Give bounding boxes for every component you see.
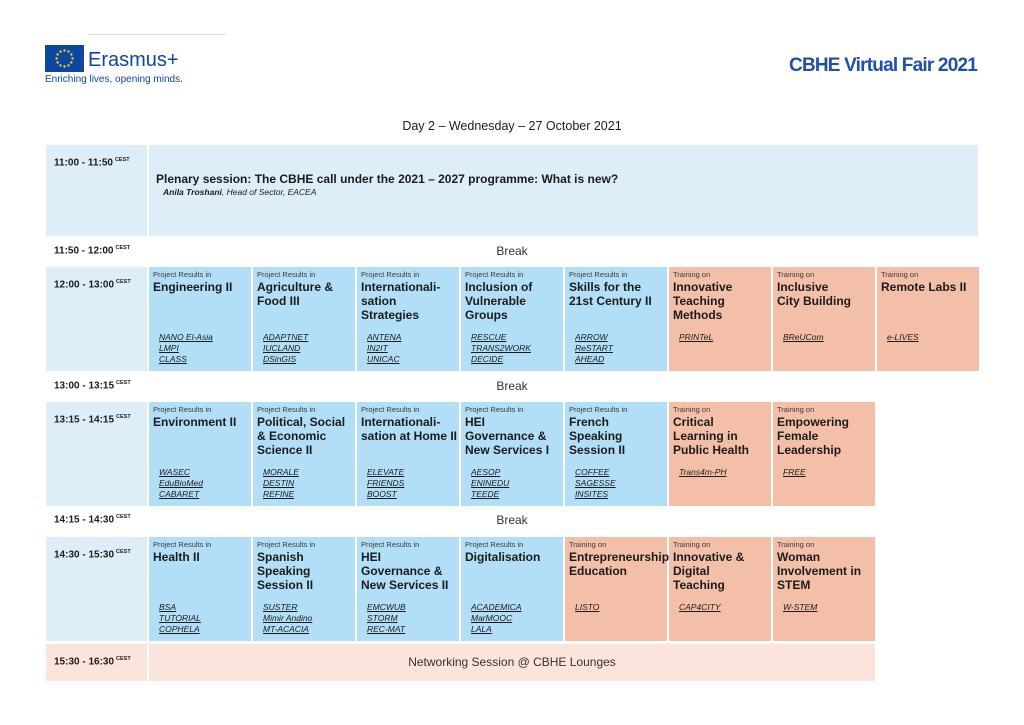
project-link[interactable]: TUTORIAL: [159, 613, 201, 623]
project-list: [367, 602, 406, 635]
project-list: [159, 332, 213, 365]
results-session-card[interactable]: [357, 267, 459, 371]
project-link[interactable]: MarMOOC: [471, 613, 513, 623]
session-title-line: Speaking: [257, 564, 311, 578]
results-session-card[interactable]: [253, 267, 355, 371]
session-title: [777, 415, 875, 457]
training-session-card[interactable]: [773, 402, 875, 506]
session-kicker: Training on: [777, 540, 815, 549]
session-title-line: Engineering II: [153, 280, 233, 294]
project-link[interactable]: CLASS: [159, 354, 187, 364]
session-title: [569, 280, 667, 308]
session-title-line: Governance &: [361, 564, 443, 578]
session-title-line: Empowering: [777, 415, 850, 429]
session-title-line: Internationali-: [361, 280, 441, 294]
project-link[interactable]: Mimir Andino: [263, 613, 313, 623]
erasmus-logo: [45, 45, 185, 90]
project-link[interactable]: FREE: [783, 467, 806, 477]
project-link[interactable]: NANO El-Asia: [159, 332, 213, 342]
event-title: CBHE Virtual Fair 2021: [789, 55, 977, 76]
session-title: [673, 550, 771, 592]
project-link[interactable]: ReSTART: [575, 343, 613, 353]
project-list: [783, 467, 806, 478]
session-title-line: sation at Home II: [361, 429, 458, 443]
session-title-line: Entrepreneurship: [569, 550, 670, 564]
session-title-line: Digital: [673, 564, 710, 578]
session-kicker: Project Results in: [257, 405, 316, 414]
session-title-line: Vulnerable: [465, 294, 526, 308]
session-title-line: Inclusive: [777, 280, 829, 294]
results-session-card[interactable]: [461, 537, 563, 641]
session-title-line: Leadership: [777, 443, 842, 457]
slot-time: [46, 267, 147, 371]
session-title-line: Involvement in: [777, 564, 862, 578]
session-title-line: Remote Labs II: [881, 280, 967, 294]
session-title-line: New Services II: [361, 578, 449, 592]
plenary-session[interactable]: [149, 145, 978, 236]
session-title-line: Innovative: [673, 280, 733, 294]
session-title: [465, 415, 563, 457]
project-list: [471, 467, 509, 500]
project-link[interactable]: LMPI: [159, 343, 179, 353]
plenary-time: [46, 145, 147, 236]
time-label: 15:30 - 16:30: [54, 656, 115, 668]
project-link[interactable]: INSITES: [575, 489, 609, 499]
project-list: [575, 467, 616, 500]
session-title: [361, 280, 459, 322]
project-link[interactable]: SAGESSE: [575, 478, 616, 488]
project-list: [679, 602, 721, 613]
project-list: [263, 602, 312, 635]
project-list: [679, 467, 727, 478]
project-link[interactable]: SUSTER: [263, 602, 298, 612]
plenary-title: Plenary session: The CBHE call under the 2021 – 2027 programme: What is new?: [156, 172, 619, 186]
project-link[interactable]: ACADEMICA: [471, 602, 522, 612]
timezone-label: CEST: [114, 157, 130, 163]
results-session-card[interactable]: [149, 537, 251, 641]
networking-time: [46, 644, 147, 681]
eu-flag-icon: [45, 45, 84, 72]
time-label: 14:30 - 15:30: [54, 549, 115, 561]
time-label: 11:00 - 11:50: [54, 157, 113, 169]
session-title-line: Spanish: [257, 550, 304, 564]
project-link[interactable]: REC-MAT: [367, 624, 406, 634]
timezone-label: CEST: [115, 245, 131, 251]
timezone-label: CEST: [116, 414, 131, 420]
project-link[interactable]: FRIENDS: [367, 478, 405, 488]
project-link[interactable]: CAP4CITY: [679, 602, 721, 612]
session-title-line: Inclusion of: [465, 280, 533, 294]
project-link[interactable]: DSinGIS: [263, 354, 297, 364]
training-session-card[interactable]: [669, 537, 771, 641]
session-title: [153, 415, 251, 429]
logo-tagline: Enriching lives, opening minds.: [45, 74, 183, 85]
session-title-line: Political, Social: [257, 415, 346, 429]
project-list: [367, 332, 401, 365]
timezone-label: CEST: [116, 656, 131, 662]
session-title: [465, 550, 563, 564]
session-title-line: Agriculture &: [257, 280, 334, 294]
plenary-speaker: [156, 187, 978, 197]
project-link[interactable]: W-STEM: [783, 602, 818, 612]
session-kicker: Project Results in: [465, 540, 524, 549]
session-title-line: Environment II: [153, 415, 237, 429]
timezone-label: CEST: [116, 279, 131, 285]
training-session-card[interactable]: [773, 537, 875, 641]
results-session-card[interactable]: [565, 267, 667, 371]
session-kicker: Training on: [777, 405, 815, 414]
speaker-role: , Head of Sector, EACEA: [221, 187, 317, 197]
project-list: [887, 332, 919, 343]
session-kicker: Project Results in: [569, 270, 628, 279]
project-link[interactable]: ARROW: [575, 332, 608, 342]
session-kicker: Training on: [881, 270, 919, 279]
results-session-card[interactable]: [357, 402, 459, 506]
session-kicker: Project Results in: [361, 540, 420, 549]
project-link[interactable]: TEEDE: [471, 489, 500, 499]
session-title-line: HEI: [361, 550, 382, 564]
timezone-label: CEST: [116, 514, 131, 520]
logo-divider: [88, 34, 226, 35]
session-title-line: Woman: [777, 550, 821, 564]
results-session-card[interactable]: [149, 402, 251, 506]
project-link[interactable]: COPHELA: [159, 624, 200, 634]
project-list: [471, 332, 531, 365]
session-kicker: Project Results in: [569, 405, 628, 414]
timezone-label: CEST: [116, 380, 131, 386]
project-link[interactable]: LISTO: [575, 602, 600, 612]
project-link[interactable]: PRINTeL: [679, 332, 714, 342]
break-time: [46, 380, 147, 394]
project-link[interactable]: ENINEDU: [471, 478, 510, 488]
project-link[interactable]: MT-ACACIA: [263, 624, 309, 634]
project-list: [159, 467, 203, 500]
project-link[interactable]: e-LIVES: [887, 332, 919, 342]
project-link[interactable]: ANTENA: [367, 332, 402, 342]
project-list: [679, 332, 713, 343]
session-title: [153, 280, 251, 294]
session-kicker: Training on: [777, 270, 815, 279]
project-list: [783, 332, 824, 343]
session-title-line: French: [569, 415, 610, 429]
project-list: [575, 602, 599, 613]
time-label: 11:50 - 12:00: [54, 245, 114, 257]
session-kicker: Project Results in: [465, 405, 524, 414]
session-title: [777, 550, 875, 592]
project-link[interactable]: BSA: [159, 602, 177, 612]
results-session-card[interactable]: [357, 537, 459, 641]
training-session-card[interactable]: [773, 267, 875, 371]
project-link[interactable]: BOOST: [367, 489, 397, 499]
session-kicker: Project Results in: [361, 270, 420, 279]
project-link[interactable]: AHEAD: [575, 354, 605, 364]
session-title: [569, 415, 667, 457]
project-list: [367, 467, 404, 500]
project-link[interactable]: ADAPTNET: [263, 332, 309, 342]
break-time: [46, 245, 147, 259]
session-kicker: Project Results in: [257, 270, 316, 279]
session-title-line: Learning in: [673, 429, 738, 443]
session-title-line: Female: [777, 429, 819, 443]
project-link[interactable]: AESOP: [471, 467, 501, 477]
session-title: [257, 415, 355, 457]
session-title-line: New Services I: [465, 443, 550, 457]
logo-wordmark: Erasmus+: [88, 49, 179, 71]
speaker-name: Anila Troshani: [163, 187, 222, 197]
session-kicker: Project Results in: [153, 270, 212, 279]
session-title: [153, 550, 251, 564]
session-title-line: Health II: [153, 550, 200, 564]
time-label: 12:00 - 13:00: [54, 279, 115, 291]
project-link[interactable]: REFINE: [263, 489, 295, 499]
session-title: [881, 280, 979, 294]
session-kicker: Project Results in: [153, 540, 212, 549]
results-session-card[interactable]: [149, 267, 251, 371]
project-link[interactable]: DESTIN: [263, 478, 295, 488]
break-label: Break: [496, 244, 528, 258]
project-link[interactable]: IUCLAND: [263, 343, 301, 353]
session-kicker: Training on: [673, 270, 711, 279]
slot-time: [46, 537, 147, 641]
session-kicker: Project Results in: [465, 270, 524, 279]
project-link[interactable]: BReUCom: [783, 332, 824, 342]
session-kicker: Training on: [673, 540, 711, 549]
project-list: [263, 467, 299, 500]
session-title: [257, 550, 355, 592]
session-title-line: Education: [569, 564, 628, 578]
project-link[interactable]: COFFEE: [575, 467, 610, 477]
session-title-line: HEI: [465, 415, 486, 429]
training-session-card[interactable]: [669, 267, 771, 371]
project-link[interactable]: RESCUE: [471, 332, 507, 342]
project-link[interactable]: DECIDE: [471, 354, 504, 364]
session-title-line: 21st Century II: [569, 294, 652, 308]
session-title-line: Session II: [569, 443, 626, 457]
session-title-line: Public Health: [673, 443, 750, 457]
training-session-card[interactable]: [877, 267, 979, 371]
session-title: [465, 280, 563, 322]
break-label: Break: [496, 379, 528, 393]
break-time: [46, 514, 147, 528]
session-kicker: Training on: [569, 540, 607, 549]
session-title-line: Groups: [465, 308, 508, 322]
time-label: 13:15 - 14:15: [54, 414, 115, 426]
session-title-line: Food III: [257, 294, 300, 308]
project-link[interactable]: ELEVATE: [367, 467, 405, 477]
project-list: [783, 602, 817, 613]
training-session-card[interactable]: [669, 402, 771, 506]
results-session-card[interactable]: [565, 402, 667, 506]
session-title-line: Teaching: [673, 294, 725, 308]
session-kicker: Training on: [673, 405, 711, 414]
session-kicker: Project Results in: [257, 540, 316, 549]
session-title-line: Science II: [257, 443, 313, 457]
results-session-card[interactable]: [461, 402, 563, 506]
slot-time: [46, 402, 147, 506]
timezone-label: CEST: [116, 549, 131, 555]
project-link[interactable]: MORALE: [263, 467, 299, 477]
results-session-card[interactable]: [253, 402, 355, 506]
session-title-line: City Building: [777, 294, 851, 308]
session-title-line: Internationali-: [361, 415, 441, 429]
project-list: [471, 602, 522, 635]
session-kicker: Project Results in: [361, 405, 420, 414]
session-title: [673, 415, 771, 457]
session-title-line: Innovative &: [673, 550, 745, 564]
project-link[interactable]: UNICAC: [367, 354, 400, 364]
training-session-card[interactable]: [565, 537, 670, 641]
session-title-line: Methods: [673, 308, 723, 322]
session-title-line: Speaking: [569, 429, 623, 443]
session-title: [569, 550, 670, 578]
project-link[interactable]: WASEC: [159, 467, 191, 477]
session-title-line: Skills for the: [569, 280, 642, 294]
project-list: [263, 332, 308, 365]
session-title-line: Session II: [257, 578, 314, 592]
session-title-line: Digitalisation: [465, 550, 541, 564]
session-title-line: Strategies: [361, 308, 420, 322]
session-title: [257, 280, 355, 308]
session-title: [673, 280, 771, 322]
time-label: 13:00 - 13:15: [54, 380, 115, 392]
project-link[interactable]: CABARET: [159, 489, 200, 499]
day-title: Day 2 – Wednesday – 27 October 2021: [402, 119, 622, 133]
networking-session[interactable]: Networking Session @ CBHE Lounges: [149, 644, 875, 681]
session-title: [361, 550, 459, 592]
session-title: [361, 415, 459, 443]
project-link[interactable]: TRANS2WORK: [471, 343, 531, 353]
time-label: 14:15 - 14:30: [54, 514, 115, 526]
break-label: Break: [496, 513, 528, 527]
results-session-card[interactable]: [253, 537, 355, 641]
session-title-line: Governance &: [465, 429, 547, 443]
project-link[interactable]: STORM: [367, 613, 398, 623]
project-list: [159, 602, 201, 635]
project-link[interactable]: EMCWUB: [367, 602, 406, 612]
project-link[interactable]: IN2IT: [367, 343, 388, 353]
project-link[interactable]: EduBioMed: [159, 478, 203, 488]
results-session-card[interactable]: [461, 267, 563, 371]
session-title-line: Teaching: [673, 578, 725, 592]
session-title-line: Critical: [673, 415, 714, 429]
session-title-line: sation: [361, 294, 397, 308]
project-list: [575, 332, 613, 365]
project-link[interactable]: Trans4m-PH: [679, 467, 727, 477]
project-link[interactable]: LALA: [471, 624, 492, 634]
session-title-line: & Economic: [257, 429, 327, 443]
session-title: [777, 280, 875, 308]
session-kicker: Project Results in: [153, 405, 212, 414]
session-title-line: STEM: [777, 578, 811, 592]
